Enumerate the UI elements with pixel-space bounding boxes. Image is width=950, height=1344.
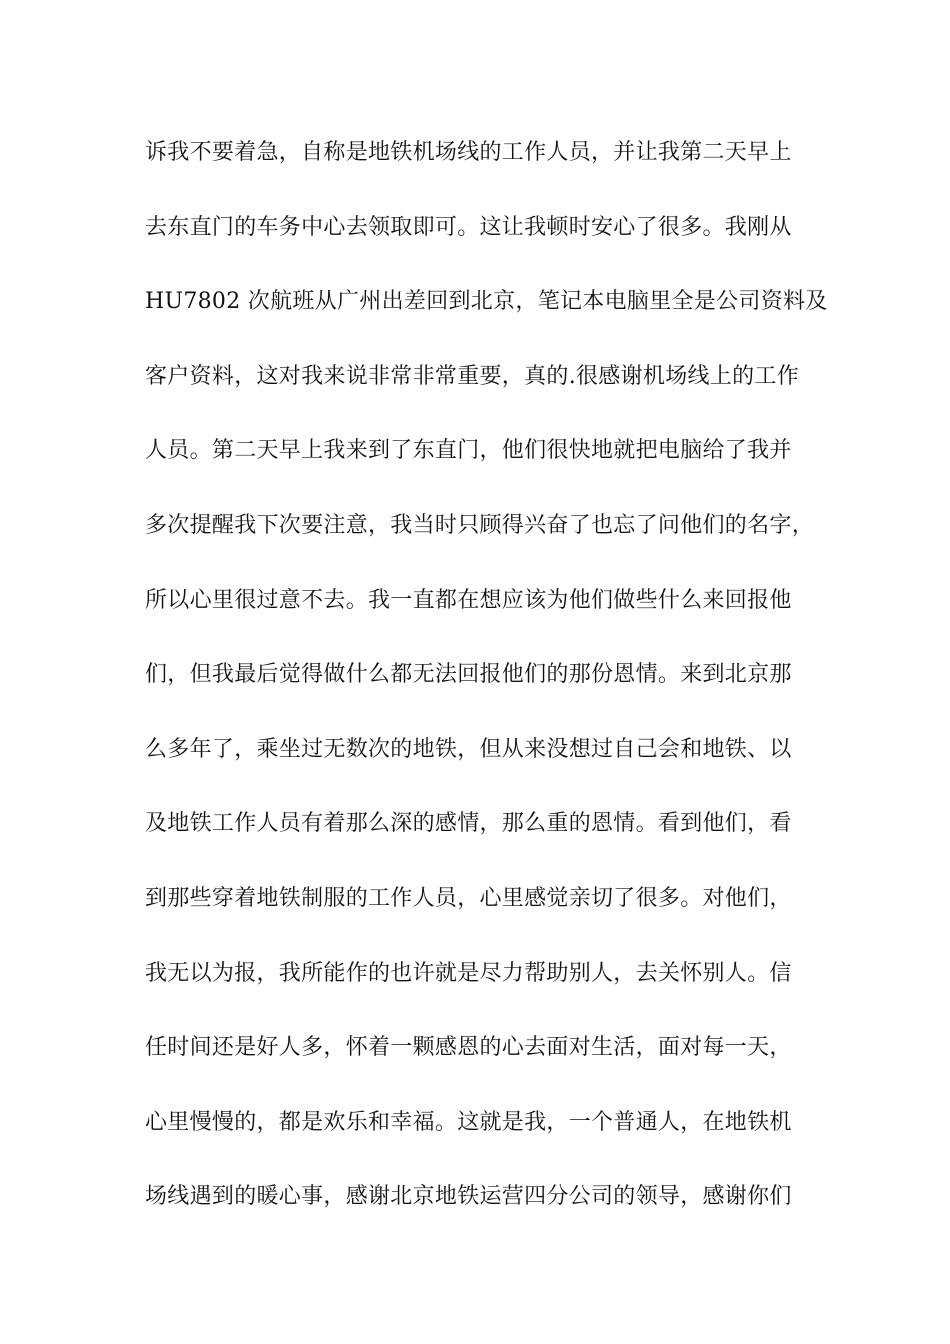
text-line: 我无以为报，我所能作的也许就是尽力帮助别人，去关怀别人。信 [145,960,792,986]
text-line: 多次提醒我下次要注意，我当时只顾得兴奋了也忘了问他们的名字， [145,512,815,538]
text-line: 客户资料，这对我来说非常非常重要，真的.很感谢机场线上的工作 [145,363,799,389]
text-line: 诉我不要着急，自称是地铁机场线的工作人员，并让我第二天早上 [145,140,792,165]
text-line: 任时间还是好人多，怀着一颗感恩的心去面对生活，面对每一天， [145,1035,792,1061]
text-line: 所以心里很过意不去。我一直都在想应该为他们做些什么来回报他 [145,587,792,613]
text-line: 场线遇到的暖心事，感谢北京地铁运营四分公司的领导，感谢你们 [145,1184,792,1210]
text-line: 心里慢慢的，都是欢乐和幸福。这就是我，一个普通人，在地铁机 [145,1109,792,1135]
text-line: 么多年了，乘坐过无数次的地铁，但从来没想过自己会和地铁、以 [145,736,792,762]
text-line: HU7802 次航班从广州出差回到北京，笔记本电脑里全是公司资料及 [145,289,828,315]
text-line: 及地铁工作人员有着那么深的感情，那么重的恩情。看到他们，看 [145,811,792,837]
body-text [145,133,835,1252]
text-line: 人员。第二天早上我来到了东直门，他们很快地就把电脑给了我并 [145,438,792,464]
text-line: 去东直门的车务中心去领取即可。这让我顿时安心了很多。我刚从 [145,214,792,240]
text-line: 到那些穿着地铁制服的工作人员，心里感觉亲切了很多。对他们， [145,885,792,911]
text-line: 们，但我最后觉得做什么都无法回报他们的那份恩情。来到北京那 [145,662,792,688]
